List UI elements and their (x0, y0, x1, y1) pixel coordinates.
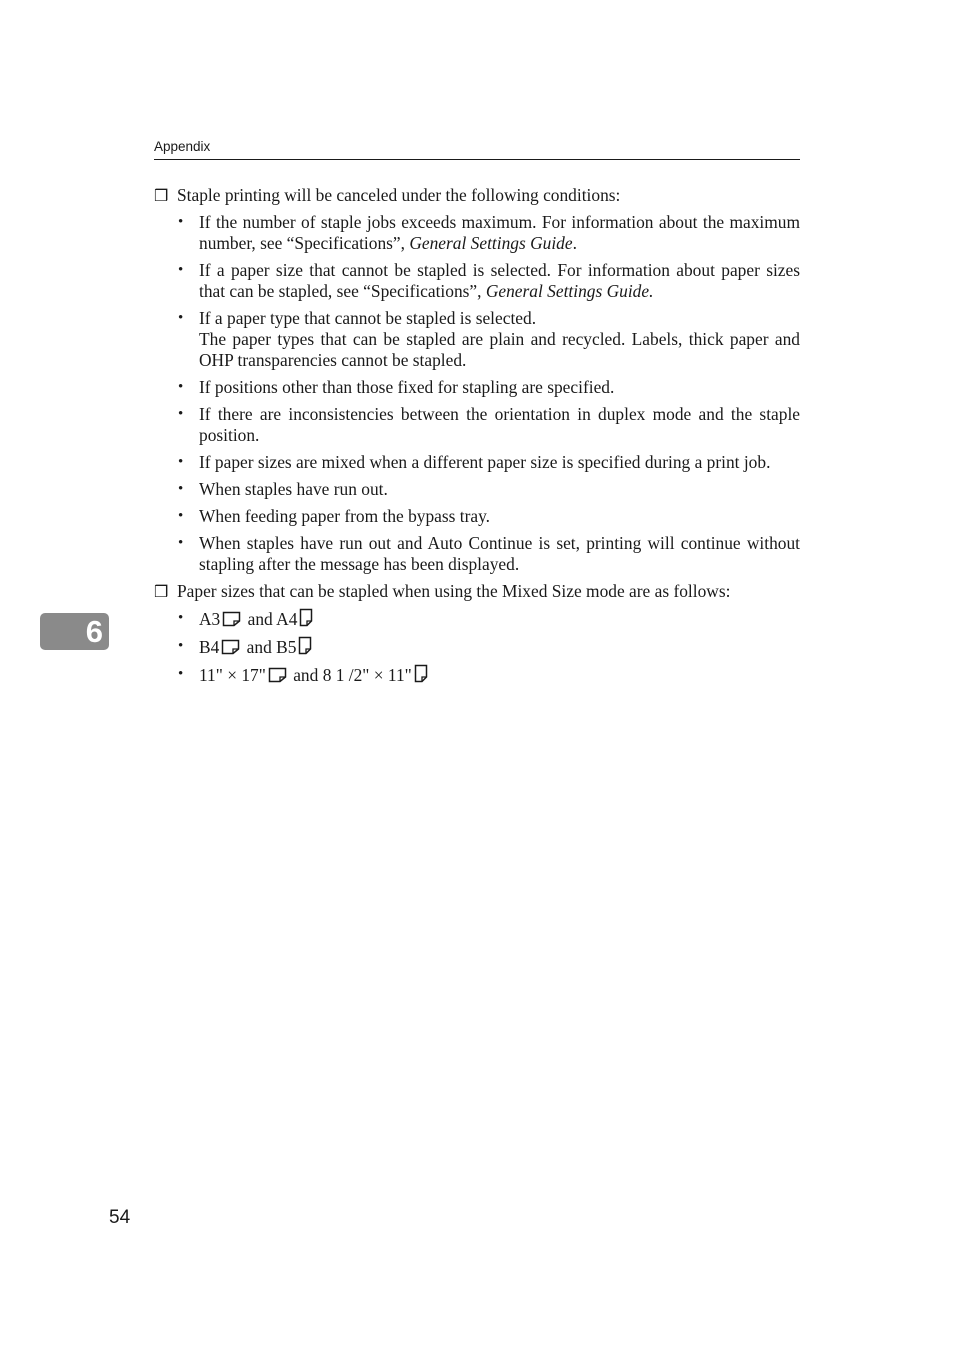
list-item-text: . (572, 233, 577, 253)
landscape-paper-icon (222, 611, 241, 627)
list-item (177, 608, 800, 630)
portrait-paper-icon (298, 636, 312, 655)
list-item-text: If a paper size that cannot be stapled is selected. For information about paper sizes that can be stapled, see “Specifications”, (199, 260, 800, 301)
paper-size: B5 (276, 637, 297, 657)
page-body (154, 185, 800, 692)
portrait-paper-icon (414, 664, 428, 683)
conjunction: and (246, 637, 272, 657)
list-item (177, 636, 800, 658)
list-item-detail: The paper types that can be stapled are plain and recycled. Labels, thick paper and OHP transparencies cannot be stapled. (199, 329, 800, 370)
paper-size: A4 (276, 609, 298, 629)
portrait-paper-icon (299, 608, 313, 627)
paper-size: 8 1 /2" × 11" (322, 665, 412, 685)
list-item: • When feeding paper from the bypass tray. (177, 506, 800, 527)
list-item: • When staples have run out and Auto Continue is set, printing will continue without stapling after the message has been displayed. (177, 533, 800, 575)
conjunction: and (247, 609, 273, 629)
note-mixed-size (154, 581, 800, 686)
note-text: Paper sizes that can be stapled when using the Mixed Size mode are as follows: (177, 581, 731, 601)
list-item (177, 260, 800, 302)
paper-size-list (177, 608, 800, 686)
list-item: • If paper sizes are mixed when a different paper size is specified during a print job. (177, 452, 800, 473)
running-header (154, 138, 800, 160)
note-checkbox-icon: ❒ (154, 582, 169, 601)
section-title: Appendix (154, 139, 211, 154)
paper-size: A3 (199, 609, 221, 629)
list-item: • When staples have run out. (177, 479, 800, 500)
conjunction: and (293, 665, 319, 685)
reference-title: General Settings Guide. (485, 281, 654, 301)
list-item-text: • If a paper type that cannot be stapled is selected. (199, 308, 537, 328)
page-number: 54 (109, 1207, 131, 1228)
paper-size: 11" × 17" (199, 665, 266, 685)
landscape-paper-icon (268, 667, 287, 683)
list-item (177, 308, 800, 371)
list-item (177, 664, 800, 686)
chapter-number: 6 (85, 614, 103, 649)
landscape-paper-icon (221, 639, 240, 655)
reference-title: General Settings Guide (409, 233, 573, 253)
list-item: • If there are inconsistencies between the orientation in duplex mode and the staple position. (177, 404, 800, 446)
list-item-text: If the number of staple jobs exceeds maximum. For information about the maximum number, see “Specifications”, (199, 212, 800, 253)
chapter-tab (40, 613, 109, 650)
note-staple-canceled (154, 185, 800, 575)
condition-list (177, 212, 800, 575)
note-checkbox-icon: ❒ (154, 186, 169, 205)
list-item: • If positions other than those fixed for stapling are specified. (177, 377, 800, 398)
paper-size: B4 (199, 637, 220, 657)
list-item (177, 212, 800, 254)
note-text: Staple printing will be canceled under the following conditions: (177, 185, 621, 205)
